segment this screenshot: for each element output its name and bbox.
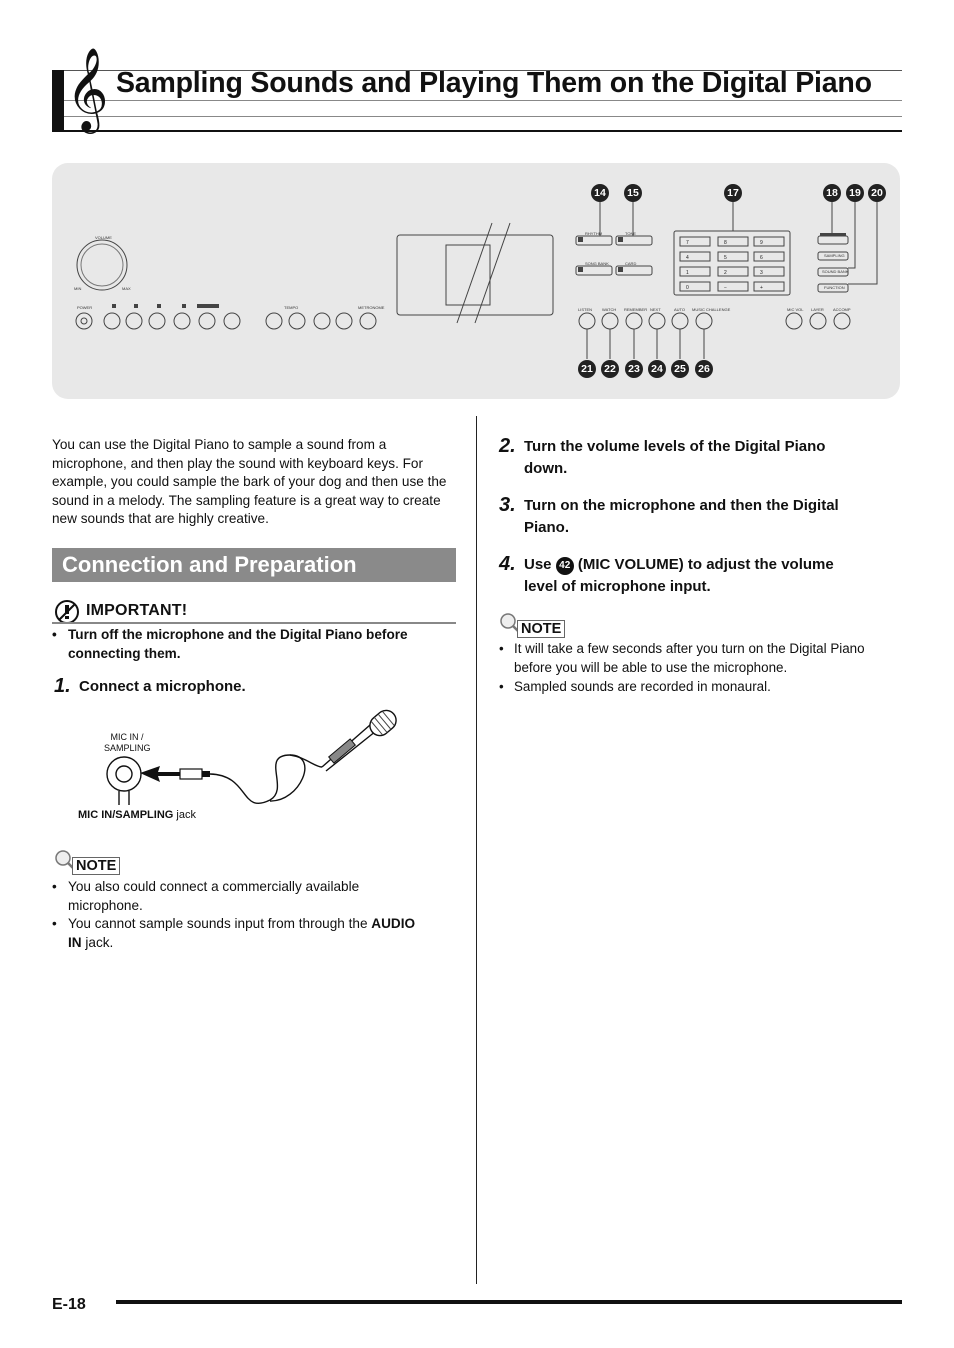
- power-label: POWER: [77, 305, 93, 310]
- mic-jack-caption-rest: jack: [173, 809, 196, 821]
- lesson-remember-label: REMEMBER: [624, 307, 648, 312]
- min-label: MIN: [74, 286, 82, 291]
- title-staff-line: [64, 100, 902, 101]
- callout-42-badge: 42: [556, 557, 574, 575]
- important-text-line2: connecting them.: [68, 645, 181, 661]
- treble-clef-icon: 𝄞: [66, 46, 109, 130]
- lesson-music-label: MUSIC CHALLENGE: [692, 307, 731, 312]
- step-1-text: Connect a microphone.: [79, 678, 246, 695]
- bullet-dot: •: [499, 679, 504, 694]
- keypad-key: −: [724, 285, 727, 291]
- callout-15: 15: [624, 184, 642, 202]
- lesson-auto-label: AUTO: [674, 307, 686, 312]
- note-left-b1-line1: You also could connect a commercially available: [68, 879, 360, 894]
- function-label: FUNCTION: [824, 285, 845, 290]
- step-4-line1: [524, 554, 894, 576]
- note-right-b2: Sampled sounds are recorded in monaural.: [514, 679, 771, 694]
- note-left-b2-rest: jack.: [81, 934, 114, 950]
- keypad-key: 8: [724, 240, 727, 246]
- intro-paragraph: You can use the Digital Piano to sample a sound from a microphone, and then play the sound with keyboard keys. For example, you could sample the bark of your dog and then use the sound in a melody. The sampling feature is a great way to create new sounds that are highly creative.: [52, 437, 447, 527]
- microphone-connection-illustration: [100, 705, 410, 810]
- column-divider: [476, 416, 477, 1284]
- keypad-key: 5: [724, 255, 727, 261]
- note-right-b1-line2: before you will be able to use the microphone.: [514, 659, 788, 675]
- mic-vol-label: MIC VOL: [787, 307, 804, 312]
- note-left-b2-pre: You cannot sample sounds input from through the: [68, 916, 372, 931]
- tone-label: TONE: [625, 231, 637, 236]
- important-bullet: [52, 626, 452, 666]
- step-3-number: 3.: [499, 494, 516, 516]
- keypad-key: +: [760, 285, 763, 291]
- title-staff-line: [64, 130, 902, 132]
- page-number: E-18: [52, 1296, 86, 1313]
- keypad-key: 9: [760, 240, 763, 246]
- metronome-label: METRONOME: [358, 305, 385, 310]
- step-2-line2: down.: [524, 460, 568, 477]
- mic-jack-label-line1: MIC IN /: [110, 732, 144, 742]
- mic-jack-caption: [78, 808, 196, 822]
- callout-26: 26: [695, 360, 713, 378]
- step-4-number: 4.: [499, 553, 516, 575]
- title-bar: [52, 70, 64, 132]
- keypad-key: 4: [686, 255, 689, 261]
- note-label: NOTE: [517, 620, 565, 638]
- keypad-key: 2: [724, 270, 727, 276]
- rhythm-label: RHYTHM: [585, 231, 603, 236]
- note-right-b1-line1: It will take a few seconds after you turn on the Digital Piano: [514, 641, 865, 656]
- note-right-bullet-2: [499, 678, 901, 698]
- callout-14: 14: [591, 184, 609, 202]
- lesson-listen-label: LISTEN: [578, 307, 593, 312]
- note-left-b2-bold1: AUDIO: [371, 916, 416, 931]
- keypad-key: 3: [760, 270, 763, 276]
- song-bank-label: SONG BANK: [585, 261, 609, 266]
- control-panel-drawing: [52, 163, 900, 399]
- step-1-number: 1.: [54, 675, 71, 697]
- lesson-watch-label: WATCH: [602, 307, 617, 312]
- card-label: CARD: [625, 261, 637, 266]
- keypad-key: 0: [686, 285, 689, 291]
- callout-24: 24: [648, 360, 666, 378]
- note-label: NOTE: [72, 857, 120, 875]
- callout-22: 22: [601, 360, 619, 378]
- important-label: IMPORTANT!: [86, 602, 188, 619]
- step-3-text: [524, 495, 894, 539]
- note-left-b2-line1: [68, 915, 415, 934]
- mic-jack-label-line2: SAMPLING: [104, 743, 151, 753]
- step-4-line2: level of microphone input.: [524, 578, 711, 595]
- sound-bank-label: SOUND BANK: [822, 269, 849, 274]
- sampling-label: SAMPLING: [824, 253, 845, 258]
- volume-label: VOLUME: [95, 235, 112, 240]
- bullet-dot: •: [52, 879, 57, 894]
- page-title: Sampling Sounds and Playing Them on the Digital Piano: [116, 67, 872, 99]
- layer-label: LAYER: [811, 307, 824, 312]
- bullet-dot: •: [52, 627, 57, 642]
- step-4-text: [524, 554, 894, 598]
- step-2-number: 2.: [499, 435, 516, 457]
- mic-jack-caption-bold: MIC IN/SAMPLING: [78, 809, 174, 821]
- step-3-line2: Piano.: [524, 519, 570, 536]
- callout-17: 17: [724, 184, 742, 202]
- callout-20: 20: [868, 184, 886, 202]
- step-2-line1: Turn the volume levels of the Digital Piano: [524, 438, 826, 455]
- max-label: MAX: [122, 286, 131, 291]
- bullet-dot: •: [499, 641, 504, 656]
- callout-19: 19: [846, 184, 864, 202]
- keypad-key: 7: [686, 240, 689, 246]
- note-left-bullet-1: [52, 878, 456, 916]
- title-staff-line: [64, 116, 902, 117]
- step-4-use: Use: [524, 556, 552, 573]
- keypad-key: 6: [760, 255, 763, 261]
- accomp-label: ACCOMP: [833, 307, 851, 312]
- bullet-dot: •: [52, 916, 57, 931]
- note-left-b2-line2: [68, 934, 113, 953]
- important-rule: [52, 622, 456, 624]
- keypad-key: 1: [686, 270, 689, 276]
- note-left-bullet-2: [52, 915, 456, 953]
- note-right-bullet-1: [499, 640, 901, 678]
- important-text-line1: Turn off the microphone and the Digital Piano before: [68, 627, 408, 642]
- callout-25: 25: [671, 360, 689, 378]
- section-title: Connection and Preparation: [62, 552, 357, 577]
- note-left-b2-bold2: IN: [68, 934, 82, 950]
- note-left-b1-line2: microphone.: [68, 897, 143, 913]
- lesson-next-label: NEXT: [650, 307, 661, 312]
- callout-23: 23: [625, 360, 643, 378]
- footer-rule: [116, 1300, 902, 1304]
- step-4-line1-rest: (MIC VOLUME) to adjust the volume: [577, 556, 834, 573]
- callout-21: 21: [578, 360, 596, 378]
- step-2-text: [524, 436, 894, 480]
- step-3-line1: Turn on the microphone and then the Digital: [524, 497, 839, 514]
- callout-18: 18: [823, 184, 841, 202]
- tempo-label: TEMPO: [284, 305, 299, 310]
